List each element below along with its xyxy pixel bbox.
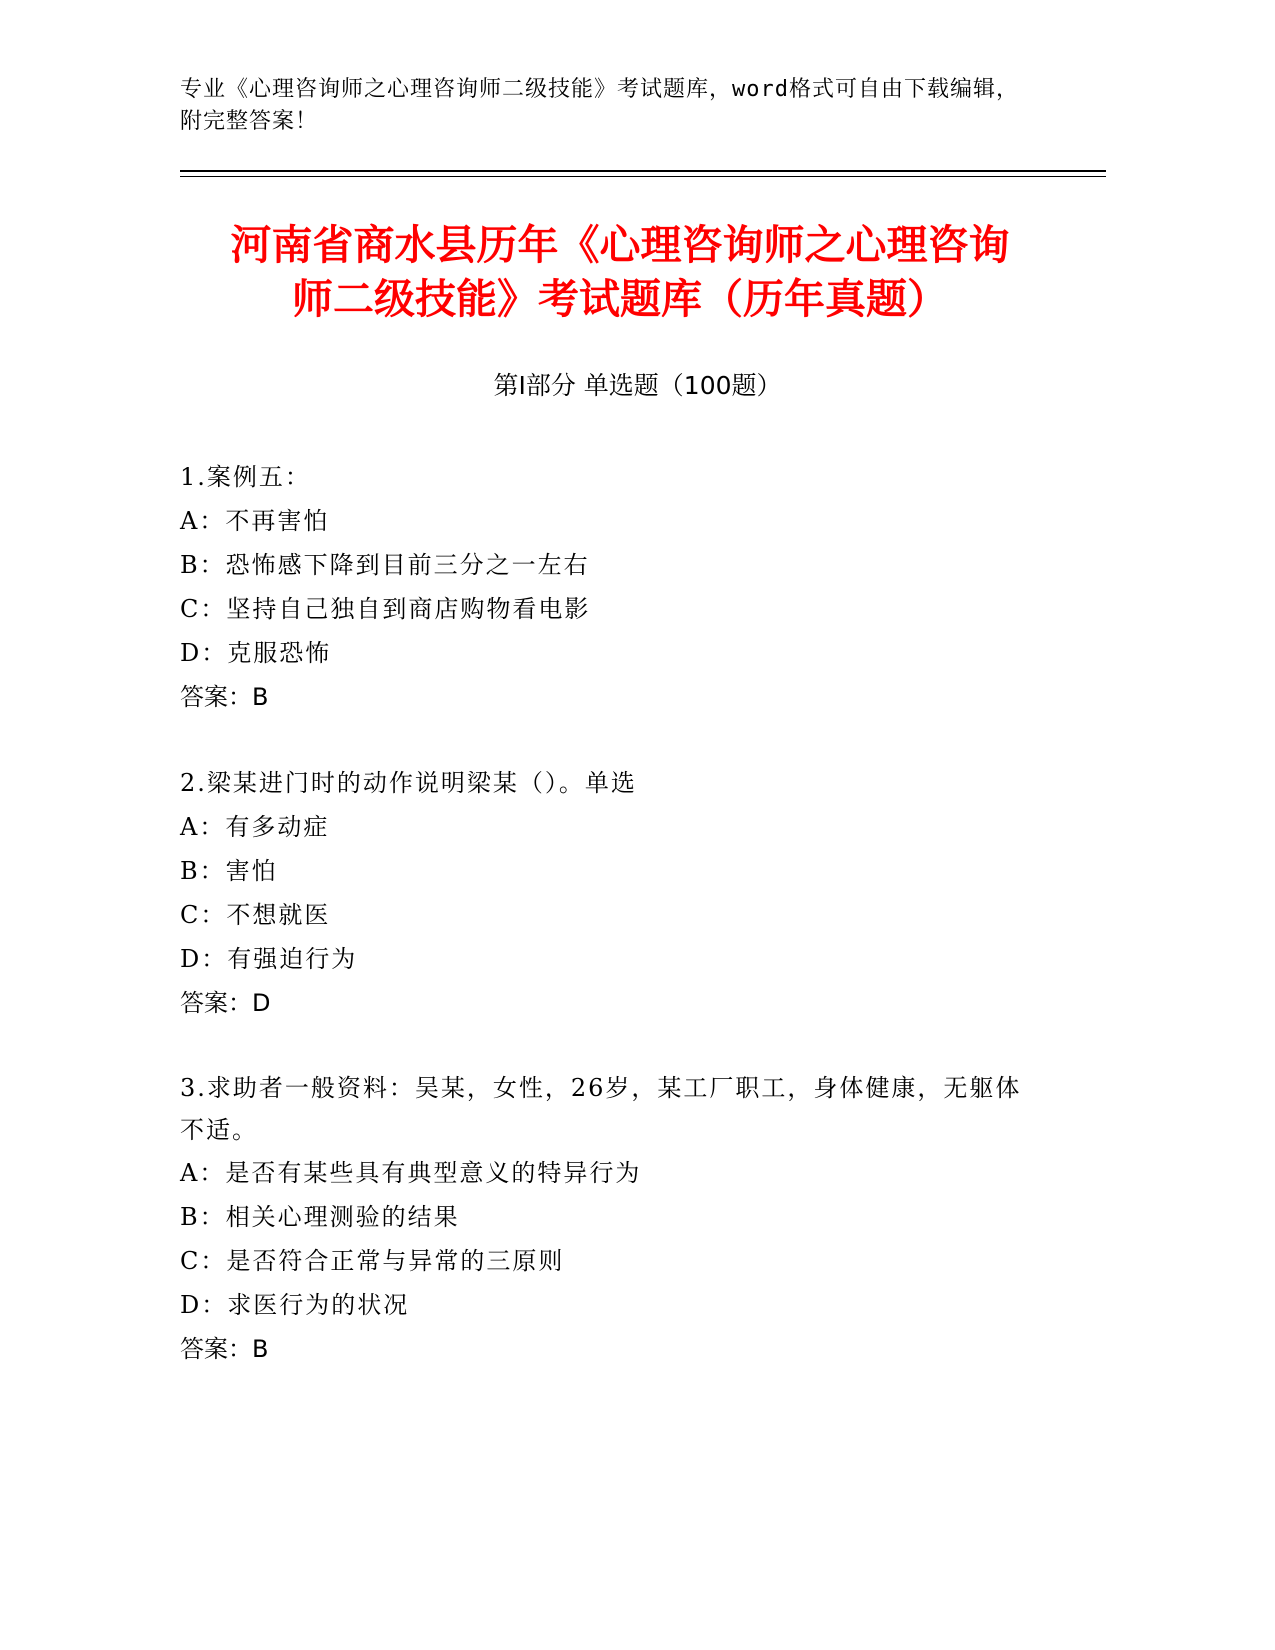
question-3 bbox=[180, 1067, 1030, 1371]
option-c: C：是否符合正常与异常的三原则 bbox=[180, 1247, 565, 1275]
question-1 bbox=[180, 455, 1030, 719]
question-stem: 2.梁某进门时的动作说明梁某（）。单选 bbox=[180, 769, 637, 797]
option-d: D：有强迫行为 bbox=[180, 945, 358, 973]
option-a: A：是否有某些具有典型意义的特异行为 bbox=[180, 1159, 642, 1187]
option-a: A：不再害怕 bbox=[180, 507, 330, 535]
option-d: D：求医行为的状况 bbox=[180, 1291, 410, 1319]
option-d: D：克服恐怖 bbox=[180, 639, 332, 667]
option-b: B：恐怖感下降到目前三分之一左右 bbox=[180, 551, 590, 579]
header-note: 专业《心理咨询师之心理咨询师二级技能》考试题库，word格式可自由下载编辑，附完整答案！ bbox=[180, 77, 1019, 134]
question-list bbox=[180, 455, 1030, 1413]
answer: 答案：B bbox=[180, 683, 269, 711]
document-title-line-2: 师二级技能》考试题库（历年真题） bbox=[292, 275, 948, 323]
document-title-line-1: 河南省商水县历年《心理咨询师之心理咨询 bbox=[230, 221, 1010, 269]
question-stem: 3.求助者一般资料：吴某，女性，26岁，某工厂职工，身体健康，无躯体不适。 bbox=[180, 1074, 1022, 1144]
option-c: C：坚持自己独自到商店购物看电影 bbox=[180, 595, 591, 623]
option-b: B：相关心理测验的结果 bbox=[180, 1203, 460, 1231]
question-2 bbox=[180, 761, 1030, 1025]
document-title bbox=[190, 218, 1050, 326]
question-stem: 1.案例五： bbox=[180, 463, 311, 491]
header-divider bbox=[180, 170, 1106, 172]
option-a: A：有多动症 bbox=[180, 813, 330, 841]
answer: 答案：D bbox=[180, 989, 271, 1017]
answer: 答案：B bbox=[180, 1335, 269, 1363]
option-c: C：不想就医 bbox=[180, 901, 331, 929]
option-b: B：害怕 bbox=[180, 857, 278, 885]
section-title: 第Ⅰ部分 单选题（100题） bbox=[493, 371, 782, 400]
header-divider-thin bbox=[180, 176, 1106, 177]
